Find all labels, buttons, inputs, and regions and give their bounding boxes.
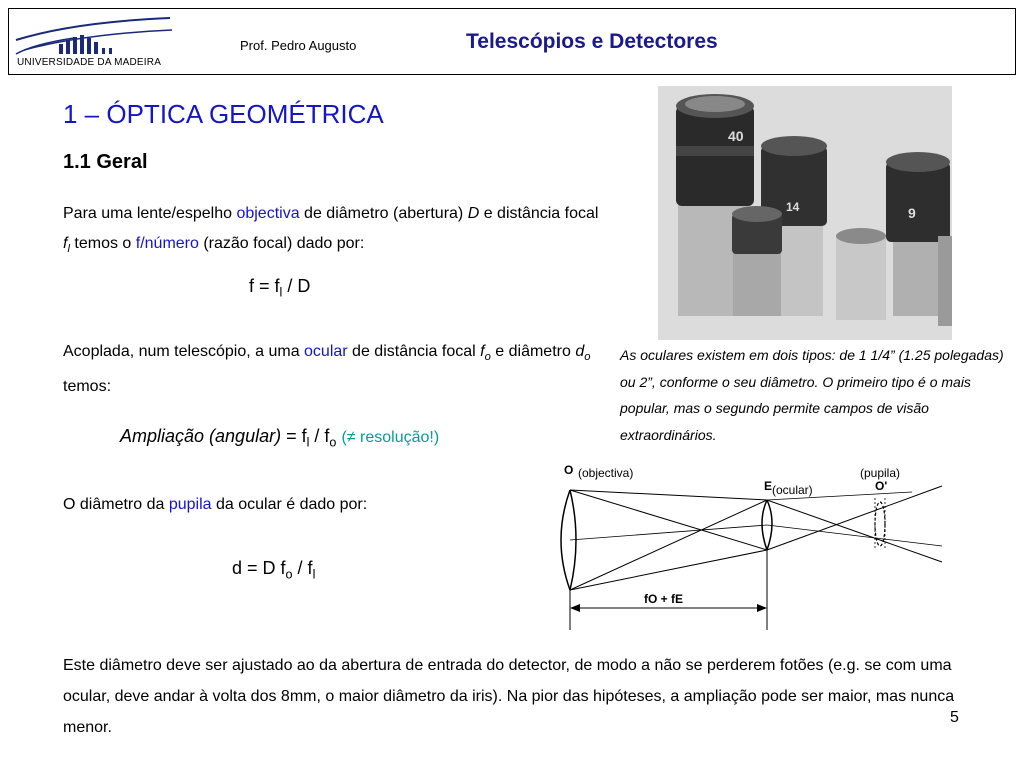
formula-fnumber: $f = f_l / D$ [249, 276, 311, 300]
term-ocular: ocular [304, 343, 348, 360]
label-E: E [764, 479, 773, 493]
term-fnumero: f/número [135, 235, 199, 252]
term-pupila: pupila [168, 496, 212, 513]
formula-pupil-diameter: d = D $f_o / f_l$ [232, 558, 316, 582]
slide-title: Telescópios e Detectores [466, 30, 718, 53]
label-ocular: (ocular) [772, 483, 813, 497]
lens-label-14: 14 [786, 200, 800, 214]
page-number: 5 [950, 709, 959, 726]
label-Oprime: O' [875, 479, 888, 493]
resolution-note: (≠ resolução!) [341, 429, 440, 446]
paragraph-focal-ratio: Para uma lente/espelho objectiva de diâmetro (abertura) D e distância focal $f_l$ temos o f/número (razão focal) dado por: [63, 205, 599, 256]
lens-label-9: 9 [908, 205, 916, 221]
optical-ray-diagram [552, 462, 952, 634]
eyepieces-photo [658, 86, 952, 340]
logo-text: UNIVERSIDADE DA MADEIRA [17, 57, 162, 68]
label-focal-sum: fO + fE [644, 592, 684, 606]
university-logo [14, 14, 174, 58]
paragraph-pupil: O diâmetro da pupila da ocular é dado por: [63, 496, 368, 513]
term-objectiva: objectiva [236, 205, 300, 222]
lens-label-40: 40 [728, 128, 744, 144]
section-title: 1 – ÓPTICA GEOMÉTRICA [63, 99, 384, 129]
author-name: Prof. Pedro Augusto [240, 38, 357, 53]
photo-caption: As oculares existem em dois tipos: de 1 1/4” (1.25 polegadas) ou 2”, conforme o seu diâmetro. O primeiro tipo é o mais popular, mas o segundo permite campos de visão extraordinários. [620, 347, 1004, 443]
label-O: O [564, 463, 574, 477]
paragraph-detector: Este diâmetro deve ser ajustado ao da abertura de entrada do detector, de modo a não se perderem fotões (e.g. se com uma ocular, deve andar à volta dos 8mm, o maior diâmetro da iris). Na pior das hipóteses, a ampliação pode ser maior, mas nunca menor. [63, 657, 955, 736]
label-objectiva: (objectiva) [578, 466, 634, 480]
paragraph-ocular: Acoplada, num telescópio, a uma ocular de distância focal $f_o$ e diâmetro $d_o$ temos: [63, 343, 591, 396]
label-pupila: (pupila) [860, 466, 901, 480]
formula-magnification: Ampliação (angular) = $f_l / f_o$ (≠ resolução!) [120, 426, 440, 450]
subsection-title: 1.1 Geral [63, 151, 148, 173]
